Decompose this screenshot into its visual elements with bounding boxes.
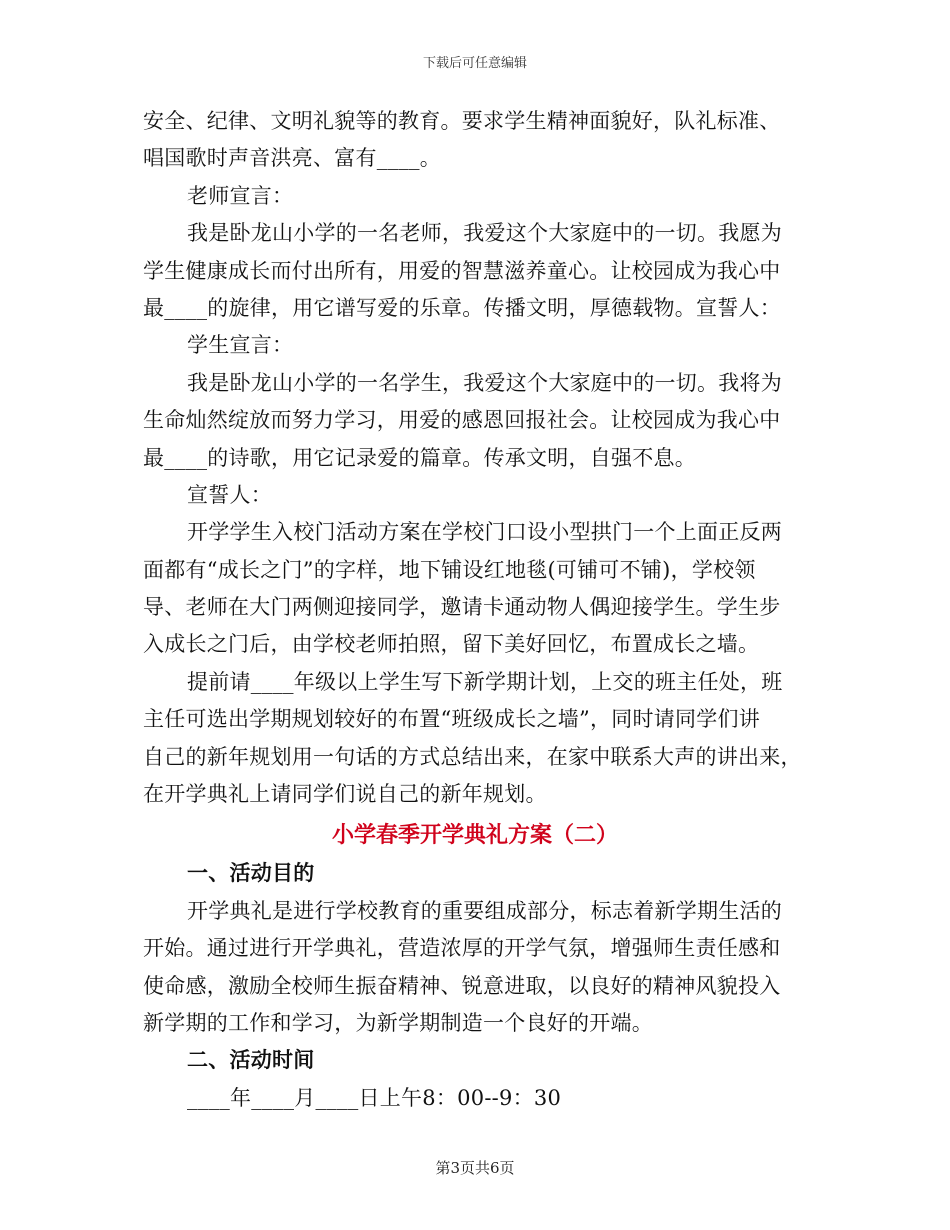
page-footer: 第3页共6页	[435, 1159, 515, 1177]
body-line: 主任可选出学期规划较好的布置“班级成长之墙”，同时请同学们讲	[143, 707, 760, 732]
body-line: 安全、纪律、文明礼貌等的教育。要求学生精神面貌好，队礼标准、	[143, 109, 781, 133]
body-line: 导、老师在大门两侧迎接同学，邀请卡通动物人偶迎接学生。学生步	[143, 595, 781, 620]
teacher-declaration-label: 老师宣言：	[187, 183, 294, 208]
body-line: 使命感，激励全校师生振奋精神、锐意进取，以良好的精神风貌投入	[143, 973, 781, 998]
body-line: 最____的诗歌，用它记录爱的篇章。传承文明，自强不息。	[143, 445, 696, 470]
body-line: 开学学生入校门活动方案在学校门口设小型拱门一个上面正反两	[187, 520, 782, 545]
body-line: 开学典礼是进行学校教育的重要组成部分，标志着新学期生活的	[187, 898, 782, 923]
body-line: 提前请____年级以上学生写下新学期计划，上交的班主任处，班	[187, 669, 783, 694]
student-declaration-label: 学生宣言：	[187, 333, 294, 358]
body-line: 自己的新年规划用一句话的方式总结出来，在家中联系大声的讲出来，	[143, 744, 802, 769]
body-line: 唱国歌时声音洪亮、富有____。	[143, 146, 441, 171]
body-line: 我是卧龙山小学的一名老师，我爱这个大家庭中的一切。我愿为	[187, 221, 782, 246]
activity-time-line: ____年____月____日上午8：00--9：30	[187, 1085, 562, 1110]
body-line: 入成长之门后，由学校老师拍照，留下美好回忆，布置成长之墙。	[143, 632, 760, 657]
body-line: 我是卧龙山小学的一名学生，我爱这个大家庭中的一切。我将为	[187, 370, 782, 395]
section-title: 小学春季开学典礼方案（二）	[331, 822, 618, 849]
heading-activity-purpose: 一、活动目的	[187, 861, 315, 886]
body-line: 开始。通过进行开学典礼，营造浓厚的开学气氛，增强师生责任感和	[143, 936, 781, 961]
body-line: 在开学典礼上请同学们说自己的新年规划。	[143, 782, 547, 807]
body-line: 面都有“成长之门”的字样，地下铺设红地毯(可铺可不铺)，学校领	[143, 557, 756, 582]
oath-taker-label: 宣誓人：	[187, 482, 272, 507]
page-header: 下载后可任意编辑	[422, 56, 527, 71]
body-line: 生命灿然绽放而努力学习，用爱的感恩回报社会。让校园成为我心中	[143, 408, 781, 433]
body-line: 新学期的工作和学习，为新学期制造一个良好的开端。	[143, 1010, 653, 1035]
heading-activity-time: 二、活动时间	[187, 1048, 315, 1073]
body-line: 学生健康成长而付出所有，用爱的智慧滋养童心。让校园成为我心中	[143, 258, 781, 283]
body-line: 最____的旋律，用它谱写爱的乐章。传播文明，厚德载物。宣誓人：	[143, 295, 781, 320]
document-body	[143, 103, 807, 1117]
